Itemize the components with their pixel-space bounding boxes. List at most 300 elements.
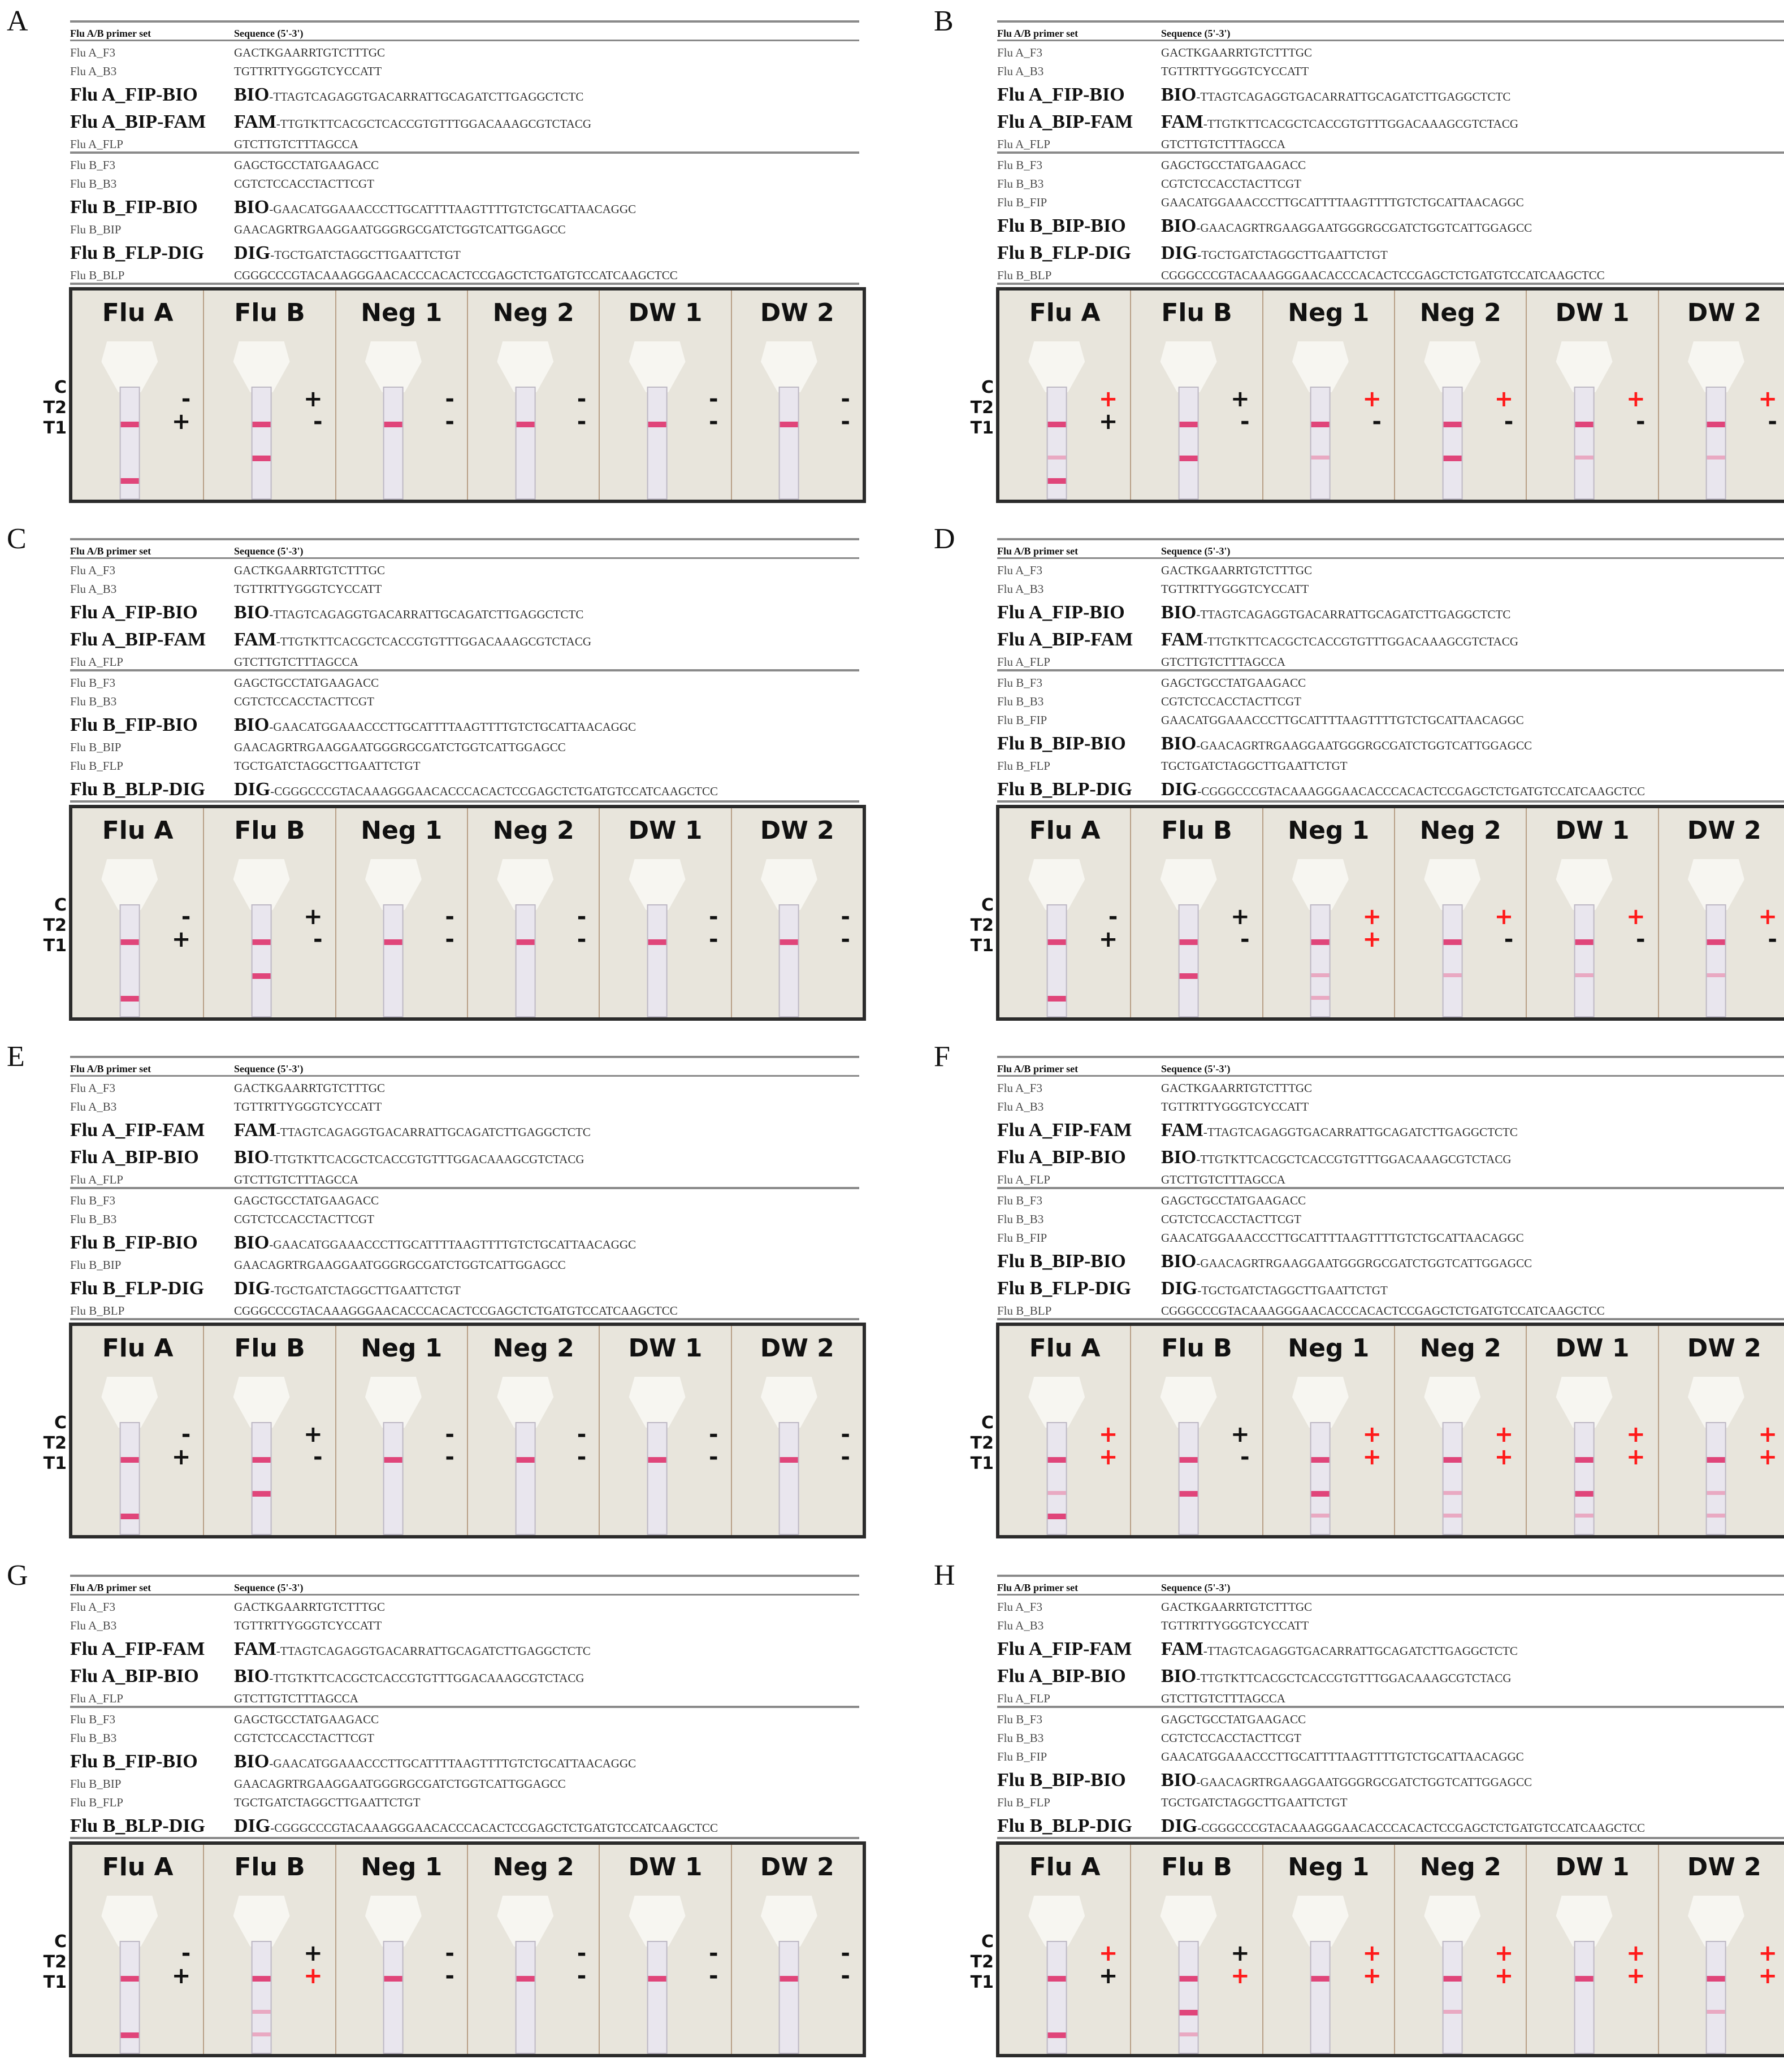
table-header	[997, 23, 1784, 40]
strip-lane	[600, 1326, 731, 1535]
primer-name: Flu B_BLP	[997, 1304, 1052, 1317]
result-mark-t1: +	[171, 926, 191, 952]
lane-title: Neg 2	[492, 298, 574, 327]
primer-sequence: GAACATGGAAACCCTTGCATTTTAAGTTTTGTCTGCATTAACAGGC	[1161, 1750, 1524, 1763]
result-mark-t2: -	[841, 904, 850, 930]
test-strip	[1179, 1941, 1199, 2054]
primer-name: Flu A_FLP	[997, 1173, 1050, 1186]
strip-lane	[1263, 1326, 1395, 1535]
primer-sequence: GAGCTGCCTATGAAGACC	[234, 1713, 379, 1726]
primer-name: Flu A_B3	[70, 64, 117, 78]
primer-name: Flu B_F3	[70, 676, 115, 690]
strip-row-label: C	[54, 1413, 67, 1433]
result-mark-t1: -	[709, 1963, 718, 1989]
test-strip	[1706, 904, 1726, 1017]
lane-title: DW 1	[1555, 816, 1630, 845]
strip-lane	[1395, 1845, 1527, 2054]
primer-table	[997, 1056, 1784, 1320]
primer-sequence: TGTTRTTYGGGTCYCCATT	[1161, 64, 1309, 78]
strip-lane	[72, 808, 204, 1017]
band-c	[780, 1457, 798, 1463]
strip-row-label: C	[54, 1932, 67, 1952]
lane-title: Neg 2	[1419, 816, 1501, 845]
primer-label: BIO	[1161, 1770, 1197, 1791]
band-c	[1180, 1457, 1198, 1463]
header-primer-set: Flu A/B primer set	[70, 28, 151, 39]
band-t2	[1707, 973, 1725, 977]
lane-title: Flu B	[1161, 816, 1232, 845]
result-mark-t1: -	[1240, 409, 1250, 435]
primer-sequence-text: -TTGTKTTCACGCTCACCGTGTTTGGACAAAGCGTCTACG	[1203, 635, 1519, 648]
primer-sequence: TGTTRTTYGGGTCYCCATT	[234, 1100, 382, 1113]
panel-letter: G	[7, 1559, 28, 1592]
primer-row	[70, 1633, 859, 1660]
result-mark-t1: -	[445, 1444, 454, 1470]
test-strip	[647, 387, 668, 500]
result-mark-t2: +	[1758, 904, 1777, 930]
primer-name: Flu A_BIP-BIO	[997, 1666, 1126, 1687]
primer-row	[70, 1226, 859, 1254]
primer-sequence: GTCTTGTCTTTAGCCA	[1161, 137, 1285, 151]
lane-title: DW 2	[1687, 1334, 1761, 1363]
result-mark-t1: +	[1494, 1963, 1514, 1989]
primer-sequence	[234, 197, 859, 218]
header-primer-set: Flu A/B primer set	[997, 1063, 1079, 1074]
primer-name: Flu B_BIP	[70, 740, 122, 754]
strip-row-label: T1	[43, 1454, 67, 1473]
strip-row-labels	[38, 378, 67, 439]
band-c	[1707, 1976, 1725, 1982]
primer-name: Flu B_FLP-DIG	[70, 242, 205, 263]
result-mark-t2: +	[1362, 386, 1382, 412]
primer-row	[997, 41, 1784, 60]
primer-name: Flu A_BIP-FAM	[997, 111, 1133, 132]
lfa-cassette	[360, 1377, 427, 1535]
primer-sequence-text: -TTAGTCAGAGGTGACARRATTGCAGATCTTGAGGCTCTC	[1203, 1125, 1518, 1139]
primer-sequence: GAACAGRTRGAAGGAATGGGRGCGATCTGGTCATTGGAGCC	[234, 740, 566, 754]
primer-name: Flu B_BLP-DIG	[70, 1815, 205, 1836]
strip-lane	[1659, 808, 1784, 1017]
header-primer-set: Flu A/B primer set	[997, 28, 1079, 39]
primer-row	[70, 1745, 859, 1772]
primer-row	[997, 1614, 1784, 1633]
lane-title: DW 2	[760, 298, 834, 327]
result-mark-t2: +	[1362, 1421, 1382, 1447]
band-c	[1047, 939, 1066, 945]
primer-name: Flu B_B3	[70, 1731, 117, 1745]
result-mark-t1: -	[313, 1444, 323, 1470]
result-mark-t2: +	[304, 1421, 323, 1447]
strip-row-label: T2	[43, 398, 67, 418]
strip-lane	[1527, 291, 1659, 500]
primer-sequence: GAGCTGCCTATGAAGACC	[1161, 1713, 1306, 1726]
result-mark-t2: -	[577, 904, 587, 930]
primer-sequence-text: -TTGTKTTCACGCTCACCGTGTTTGGACAAAGCGTCTACG	[276, 117, 592, 131]
test-strip	[515, 1941, 535, 2054]
result-mark-t1: -	[709, 926, 718, 952]
primer-label: BIO	[1161, 84, 1197, 105]
primer-row	[997, 578, 1784, 596]
primer-sequence	[234, 1751, 859, 1772]
primer-sequence	[234, 629, 859, 651]
sample-pad	[1292, 859, 1349, 910]
primer-label: FAM	[234, 1120, 276, 1141]
figure-panel-g	[0, 1554, 882, 2063]
primer-sequence: GAACATGGAAACCCTTGCATTTTAAGTTTTGTCTGCATTAACAGGC	[1161, 1231, 1524, 1245]
lane-title: Flu B	[234, 816, 305, 845]
header-sequence: Sequence (5'-3')	[234, 1063, 304, 1074]
result-mark-t2: +	[1626, 904, 1646, 930]
primer-name: Flu A_B3	[997, 64, 1044, 78]
result-mark-t1: -	[445, 926, 454, 952]
primer-row	[70, 41, 859, 60]
strip-lane	[999, 291, 1131, 500]
strip-lane	[72, 1326, 204, 1535]
lfa-cassette	[228, 1377, 296, 1535]
lfa-cassette	[491, 859, 559, 1017]
primer-row	[70, 736, 859, 755]
lfa-strip-photo	[996, 1841, 1784, 2057]
primer-label: BIO	[234, 1666, 270, 1687]
band-c	[120, 939, 138, 945]
primer-name: Flu B_B3	[997, 1212, 1044, 1226]
lane-title: Flu A	[1029, 1853, 1101, 1882]
sample-pad	[233, 1896, 290, 1947]
lfa-cassette	[1155, 1377, 1223, 1535]
primer-row	[997, 1764, 1784, 1791]
lfa-cassette	[96, 1896, 163, 2054]
primer-name: Flu A_FIP-BIO	[70, 84, 198, 105]
primer-name: Flu B_FIP-BIO	[70, 714, 198, 735]
band-c	[1311, 1457, 1330, 1463]
primer-sequence-text: -GAACAGRTRGAAGGAATGGGRGCGATCTGGTCATTGGAGCC	[1196, 1775, 1532, 1789]
result-mark-t1: +	[1362, 1963, 1382, 1989]
primer-sequence	[1161, 1147, 1784, 1168]
table-header	[70, 1577, 859, 1594]
table-header	[70, 23, 859, 40]
lfa-cassette	[96, 859, 163, 1017]
band-t2	[1443, 2010, 1461, 2014]
table-body	[70, 1077, 859, 1320]
sample-pad	[101, 1377, 158, 1428]
band-c	[648, 939, 666, 945]
primer-row	[997, 1095, 1784, 1114]
primer-sequence-text: -TGCTGATCTAGGCTTGAATTCTGT	[1197, 1284, 1388, 1297]
test-strip	[647, 904, 668, 1017]
lane-title: Neg 2	[492, 816, 574, 845]
primer-sequence: GAGCTGCCTATGAAGACC	[1161, 676, 1306, 690]
test-strip	[647, 1941, 668, 2054]
result-mark-t2: -	[709, 1940, 718, 1966]
panel-letter: A	[7, 5, 28, 37]
result-mark-t1: -	[313, 926, 323, 952]
primer-name: Flu B_B3	[997, 1731, 1044, 1745]
primer-sequence: GTCTTGTCTTTAGCCA	[1161, 1692, 1285, 1705]
strip-lane	[72, 1845, 204, 2054]
band-t1	[1047, 478, 1066, 484]
primer-sequence-text: -GAACAGRTRGAAGGAATGGGRGCGATCTGGTCATTGGAGCC	[1196, 221, 1532, 235]
sample-pad	[629, 1896, 686, 1947]
test-strip	[383, 1422, 404, 1535]
sample-pad	[1292, 1377, 1349, 1428]
lfa-cassette	[755, 1377, 823, 1535]
primer-sequence: TGCTGATCTAGGCTTGAATTCTGT	[234, 1796, 421, 1809]
primer-name: Flu B_FIP-BIO	[70, 1232, 198, 1253]
primer-name: Flu A_FLP	[997, 1692, 1050, 1705]
strip-row-label: C	[981, 1413, 994, 1433]
sample-pad	[1424, 1377, 1480, 1428]
sample-pad	[1424, 859, 1480, 910]
primer-name: Flu A_FLP	[70, 137, 123, 151]
band-t1	[120, 478, 138, 484]
primer-row	[70, 1791, 859, 1810]
strip-lane	[732, 808, 863, 1017]
figure-panel-a	[0, 0, 882, 509]
band-c	[384, 939, 402, 945]
band-c	[516, 939, 534, 945]
primer-row	[70, 106, 859, 133]
strip-row-label: T2	[43, 1952, 67, 1972]
sample-pad	[761, 1896, 817, 1947]
result-mark-t1: +	[171, 409, 191, 435]
lfa-cassette	[1155, 1896, 1223, 2054]
lane-title: Neg 1	[361, 298, 443, 327]
result-mark-t2: +	[1758, 386, 1777, 412]
lfa-cassette	[1155, 341, 1223, 500]
primer-name: Flu A_B3	[70, 1619, 117, 1632]
strip-row-label: T2	[970, 1952, 994, 1972]
primer-label: BIO	[234, 1232, 270, 1253]
test-strip	[1046, 904, 1067, 1017]
figure-panel-d	[927, 518, 1784, 1026]
header-primer-set: Flu A/B primer set	[997, 1582, 1079, 1593]
primer-row	[70, 1254, 859, 1272]
primer-name: Flu A_F3	[997, 46, 1042, 59]
result-mark-t1: +	[1494, 1444, 1514, 1470]
primer-sequence: GAACATGGAAACCCTTGCATTTTAAGTTTTGTCTGCATTAACAGGC	[1161, 196, 1524, 209]
strip-row-labels	[38, 895, 67, 956]
primer-name: Flu B_FIP	[997, 713, 1047, 727]
test-strip	[383, 904, 404, 1017]
primer-name: Flu A_FIP-FAM	[70, 1120, 205, 1141]
lane-title: DW 1	[628, 1334, 703, 1363]
strip-row-labels	[965, 1932, 994, 1993]
primer-name: Flu A_F3	[997, 1600, 1042, 1614]
header-primer-set: Flu A/B primer set	[70, 1063, 151, 1074]
primer-sequence-text: -TTAGTCAGAGGTGACARRATTGCAGATCTTGAGGCTCTC	[269, 608, 584, 621]
sample-pad	[1688, 1896, 1744, 1947]
band-c	[516, 1457, 534, 1463]
table-body	[70, 559, 859, 803]
table-body	[997, 1077, 1784, 1320]
sample-pad	[1028, 341, 1085, 392]
lfa-cassette	[623, 341, 691, 500]
strip-lane	[732, 1845, 863, 2054]
band-c	[1707, 422, 1725, 427]
sample-pad	[497, 341, 553, 392]
lfa-cassette	[1287, 1377, 1354, 1535]
lfa-cassette	[491, 1896, 559, 2054]
primer-sequence-text: -TTGTKTTCACGCTCACCGTGTTTGGACAAAGCGTCTACG	[1196, 1671, 1512, 1685]
primer-sequence	[1161, 602, 1784, 623]
primer-name: Flu A_B3	[997, 582, 1044, 596]
primer-row	[70, 651, 859, 671]
band-c	[120, 422, 138, 427]
primer-sequence	[1161, 779, 1784, 800]
strip-lane	[1527, 808, 1659, 1017]
header-sequence: Sequence (5'-3')	[234, 545, 304, 557]
result-mark-t1: -	[1768, 409, 1777, 435]
sample-pad	[1292, 1896, 1349, 1947]
lfa-cassette	[623, 1377, 691, 1535]
primer-name: Flu A_F3	[70, 1081, 115, 1095]
primer-sequence: GAACAGRTRGAAGGAATGGGRGCGATCTGGTCATTGGAGCC	[234, 223, 566, 236]
band-c	[1443, 939, 1461, 945]
primer-row	[997, 1141, 1784, 1168]
lfa-cassette	[1418, 1896, 1486, 2054]
primer-sequence	[234, 1815, 859, 1837]
lane-title: Flu B	[234, 298, 305, 327]
strip-lane	[468, 808, 600, 1017]
primer-name: Flu A_BIP-FAM	[70, 111, 206, 132]
primer-sequence-text: -TTGTKTTCACGCTCACCGTGTTTGGACAAAGCGTCTACG	[1196, 1152, 1512, 1166]
lfa-cassette	[623, 859, 691, 1017]
primer-name: Flu B_BIP-BIO	[997, 215, 1126, 236]
primer-name: Flu B_BLP	[997, 268, 1052, 282]
primer-row	[70, 623, 859, 651]
test-strip	[1310, 1941, 1331, 2054]
sample-pad	[1424, 1896, 1480, 1947]
result-mark-t2: +	[304, 386, 323, 412]
panel-letter: D	[934, 523, 955, 555]
test-strip	[1706, 1422, 1726, 1535]
primer-row	[997, 1687, 1784, 1708]
primer-name: Flu B_F3	[997, 1713, 1042, 1726]
primer-label: DIG	[1161, 779, 1198, 800]
band-t2	[1180, 973, 1198, 979]
primer-table	[70, 20, 859, 285]
lane-title: DW 1	[628, 298, 703, 327]
result-mark-t2: +	[1098, 1421, 1118, 1447]
primer-sequence: GACTKGAARRTGTCTTTGC	[234, 1600, 386, 1614]
band-c	[648, 1976, 666, 1982]
result-mark-t2: -	[445, 904, 454, 930]
band-c	[384, 422, 402, 427]
test-strip	[647, 1422, 668, 1535]
sample-pad	[233, 859, 290, 910]
result-mark-t2: +	[1231, 904, 1250, 930]
band-t1	[120, 2032, 138, 2038]
strip-row-label: C	[54, 378, 67, 397]
result-mark-t1: +	[1362, 1444, 1382, 1470]
primer-row	[70, 1614, 859, 1633]
band-c	[1575, 422, 1594, 427]
strip-row-label: T1	[43, 936, 67, 956]
header-sequence: Sequence (5'-3')	[1161, 545, 1231, 557]
band-c	[384, 1457, 402, 1463]
lane-title: DW 2	[1687, 1853, 1761, 1882]
sample-pad	[1292, 341, 1349, 392]
primer-sequence: TGCTGATCTAGGCTTGAATTCTGT	[1161, 759, 1348, 773]
figure-panel-e	[0, 1035, 882, 1544]
primer-row	[70, 709, 859, 736]
lane-title: Flu A	[102, 1334, 174, 1363]
primer-row	[70, 690, 859, 709]
lane-title: Neg 1	[1288, 1853, 1370, 1882]
test-strip	[1179, 904, 1199, 1017]
result-mark-t1: +	[1231, 1963, 1250, 1989]
band-c	[1443, 422, 1461, 427]
primer-label: BIO	[234, 1751, 270, 1772]
band-t2	[1180, 2010, 1198, 2015]
primer-label: BIO	[234, 602, 270, 623]
primer-row	[997, 623, 1784, 651]
primer-name: Flu B_FLP-DIG	[997, 1278, 1132, 1299]
band-t2	[1180, 456, 1198, 461]
primer-name: Flu A_FIP-BIO	[997, 84, 1125, 105]
primer-sequence: GAACAGRTRGAAGGAATGGGRGCGATCTGGTCATTGGAGCC	[234, 1777, 566, 1791]
primer-sequence: GAGCTGCCTATGAAGACC	[234, 158, 379, 172]
lane-title: Flu A	[102, 298, 174, 327]
header-sequence: Sequence (5'-3')	[1161, 28, 1231, 39]
primer-name: Flu A_FIP-FAM	[70, 1638, 205, 1659]
primer-row	[997, 1810, 1784, 1839]
result-mark-t2: -	[841, 1421, 850, 1447]
strip-lane	[732, 1326, 863, 1535]
primer-sequence: GACTKGAARRTGTCTTTGC	[1161, 46, 1313, 59]
lane-title: Neg 1	[361, 1853, 443, 1882]
primer-row	[997, 1077, 1784, 1095]
primer-name: Flu A_FLP	[70, 1692, 123, 1705]
band-c	[384, 1976, 402, 1982]
lane-title: DW 2	[760, 816, 834, 845]
lfa-cassette	[755, 1896, 823, 2054]
strip-lane	[204, 1845, 336, 2054]
test-strip	[1179, 1422, 1199, 1535]
strip-lane	[1395, 291, 1527, 500]
primer-sequence	[1161, 1815, 1784, 1837]
primer-name: Flu B_F3	[997, 1194, 1042, 1207]
result-mark-t2: -	[709, 386, 718, 412]
primer-name: Flu A_B3	[997, 1619, 1044, 1632]
test-strip	[1179, 387, 1199, 500]
primer-row	[997, 264, 1784, 285]
result-mark-t2: +	[1098, 1940, 1118, 1966]
band-c	[780, 1976, 798, 1982]
band-t1	[1180, 2032, 1198, 2036]
table-body	[997, 1596, 1784, 1839]
lane-title: Neg 2	[1419, 298, 1501, 327]
primer-sequence-text: -GAACATGGAAACCCTTGCATTTTAAGTTTTGTCTGCATTAACAGGC	[269, 202, 636, 216]
primer-sequence	[1161, 1120, 1784, 1141]
primer-name: Flu A_FIP-FAM	[997, 1120, 1132, 1141]
primer-sequence: CGTCTCCACCTACTTCGT	[1161, 695, 1302, 708]
sample-pad	[1028, 859, 1085, 910]
primer-row	[70, 1077, 859, 1095]
sample-pad	[629, 1377, 686, 1428]
primer-name: Flu A_BIP-BIO	[997, 1147, 1126, 1168]
primer-name: Flu A_FLP	[997, 137, 1050, 151]
primer-label: FAM	[1161, 1120, 1203, 1141]
primer-name: Flu A_FLP	[997, 655, 1050, 669]
primer-row	[997, 690, 1784, 709]
band-c	[1575, 1457, 1594, 1463]
primer-row	[70, 1208, 859, 1226]
primer-name: Flu A_F3	[70, 1600, 115, 1614]
result-mark-t2: +	[304, 904, 323, 930]
primer-name: Flu B_BIP-BIO	[997, 1770, 1126, 1791]
primer-sequence-text: -TTGTKTTCACGCTCACCGTGTTTGGACAAAGCGTCTACG	[1203, 117, 1519, 131]
